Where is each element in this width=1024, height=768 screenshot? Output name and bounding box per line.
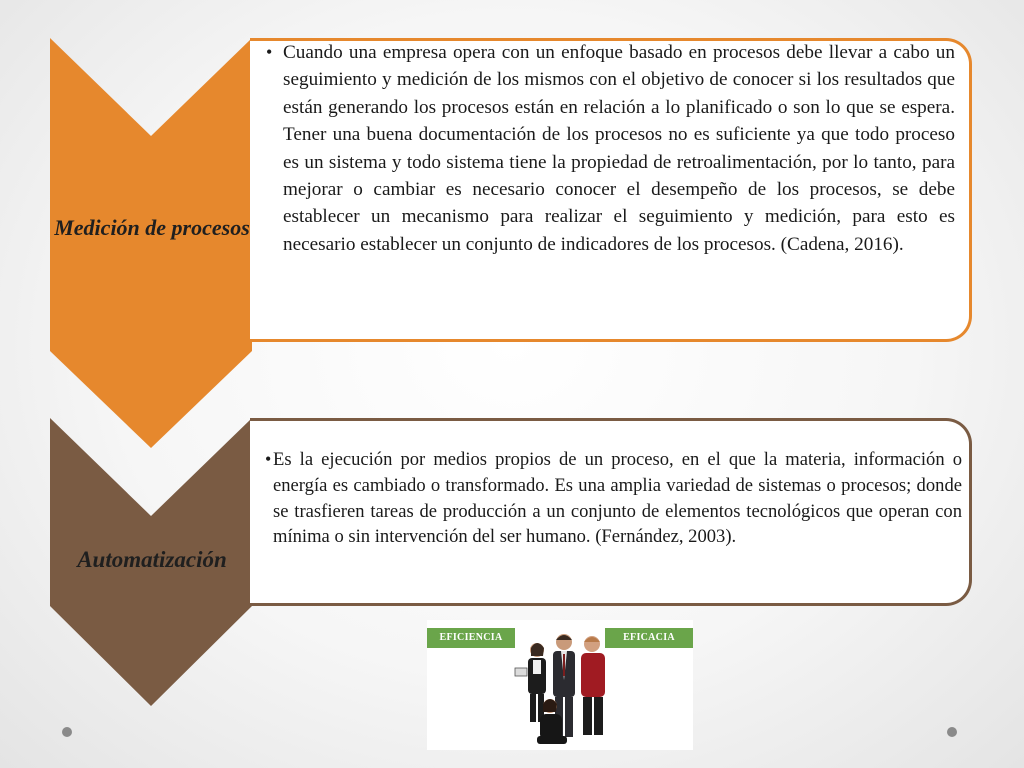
description-medicion: Cuando una empresa opera con un enfoque basado en procesos debe llevar a cabo un seguimiento y medición de los mismos con el objetivo de conocer si los resultados que están generando los procesos están en relación a lo planificado o son lo que se espera. Tener una buena documentación de los procesos no es suficiente ya que todo proceso es un sistema y todo sistema tiene la propiedad de retroalimentación, por lo tanto, para mejorar o cambiar es necesario conocer el desempeño de los procesos, se debe establecer un mecanismo para realizar el seguimiento y medición, para esto es necesario establecer un conjunto de indicadores de los procesos. (Cadena, 2016). [283,42,955,255]
label-automatizacion: Automatización [77,547,227,572]
eficacia-tag: EFICACIA [605,628,693,648]
nav-dot-right [947,727,957,737]
nav-dot-left [62,727,72,737]
chevron-medicion [50,38,252,448]
description-automatizacion: Es la ejecución por medios propios de un proceso, en el que la materia, información o energía es cambiado o transformado. Es una amplia variedad de sistemas o procesos; donde se trasfieren tareas de producción a un conjunto de elementos tecnológicos que operan con mínima o sin intervención del ser humano. (Fernández, 2003). [273,449,962,548]
bullet-marker: • [265,449,272,469]
business-people-image [427,620,693,750]
people-illustration [427,620,693,750]
bullet-marker: • [266,42,273,62]
label-medicion: Medición de procesos [54,215,250,240]
eficiencia-tag: EFICIENCIA [427,628,515,648]
